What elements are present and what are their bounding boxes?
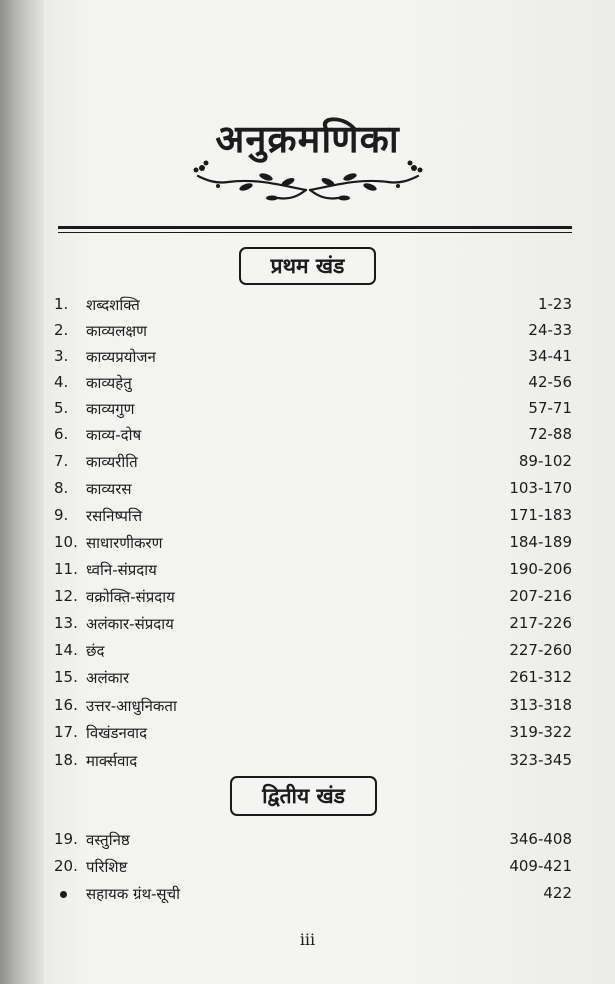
header-rule-thin — [58, 232, 572, 233]
entry-pages: 89-102 — [518, 452, 572, 470]
toc-entry[interactable] — [54, 696, 572, 720]
entry-number: 16. — [54, 696, 78, 714]
toc-entry[interactable] — [54, 399, 572, 423]
toc-entry[interactable] — [54, 452, 572, 476]
toc-entry[interactable] — [54, 830, 572, 854]
section-heading-first: प्रथम खंड — [239, 247, 376, 285]
toc-entry[interactable] — [54, 373, 572, 397]
entry-pages: 227-260 — [509, 641, 572, 659]
entry-number: 3. — [54, 347, 69, 365]
entry-number: 12. — [54, 587, 78, 605]
entry-title: काव्यलक्षण — [86, 322, 148, 340]
entry-title: मार्क्सवाद — [86, 752, 138, 770]
entry-title: रसनिष्पत्ति — [86, 507, 143, 525]
toc-entry[interactable] — [54, 723, 572, 747]
page-number: iii — [299, 930, 316, 949]
entry-number: 8. — [54, 479, 69, 497]
toc-entry[interactable] — [54, 857, 572, 881]
entry-number: 20. — [54, 857, 78, 875]
entry-title: शब्दशक्ति — [86, 296, 140, 314]
entry-number: 1. — [54, 295, 69, 313]
entry-pages: 409-421 — [509, 857, 572, 875]
entry-pages: 171-183 — [509, 506, 572, 524]
toc-entry[interactable] — [54, 668, 572, 692]
entry-title: अलंकार — [86, 669, 130, 687]
toc-entry[interactable] — [54, 506, 572, 530]
entry-pages: 24-33 — [528, 321, 572, 339]
entry-title: काव्यरस — [86, 480, 132, 498]
entry-title: साधारणीकरण — [86, 534, 163, 552]
entry-title: काव्यहेतु — [86, 374, 132, 392]
entry-title: काव्यगुण — [86, 400, 135, 418]
toc-entry[interactable] — [54, 295, 572, 319]
toc-entry[interactable] — [54, 321, 572, 345]
entry-pages: 217-226 — [509, 614, 572, 632]
entry-pages: 190-206 — [509, 560, 572, 578]
entry-title: परिशिष्ट — [86, 858, 128, 876]
floral-divider-icon — [188, 156, 428, 216]
entry-pages: 207-216 — [509, 587, 572, 605]
entry-number: 2. — [54, 321, 69, 339]
section-heading-second: द्वितीय खंड — [230, 776, 377, 816]
entry-pages: 103-170 — [509, 479, 572, 497]
entry-number: 7. — [54, 452, 69, 470]
toc-entry[interactable] — [54, 614, 572, 638]
entry-number: 19. — [54, 830, 78, 848]
entry-number: 6. — [54, 425, 69, 443]
bullet-icon — [60, 891, 67, 898]
toc-entry[interactable] — [54, 347, 572, 371]
entry-number: 13. — [54, 614, 78, 632]
entry-title: काव्यरीति — [86, 453, 138, 471]
toc-entry[interactable] — [54, 533, 572, 557]
entry-pages: 184-189 — [509, 533, 572, 551]
entry-title: काव्यप्रयोजन — [86, 348, 156, 366]
entry-title: काव्य-दोष — [86, 426, 142, 444]
entry-number: 17. — [54, 723, 78, 741]
entry-title: सहायक ग्रंथ-सूची — [86, 885, 180, 903]
entry-pages: 1-23 — [537, 295, 572, 313]
entry-number: 4. — [54, 373, 69, 391]
entry-pages: 323-345 — [509, 751, 572, 769]
toc-entry[interactable] — [54, 641, 572, 665]
entry-pages: 319-322 — [509, 723, 572, 741]
entry-title: ध्वनि-संप्रदाय — [86, 561, 157, 579]
entry-number: 14. — [54, 641, 78, 659]
entry-title: उत्तर-आधुनिकता — [86, 697, 177, 715]
entry-number: 15. — [54, 668, 78, 686]
entry-pages: 42-56 — [528, 373, 572, 391]
entry-title: वक्रोक्ति-संप्रदाय — [86, 588, 175, 606]
toc-entry[interactable] — [54, 479, 572, 503]
entry-title: अलंकार-संप्रदाय — [86, 615, 174, 633]
entry-number: 5. — [54, 399, 69, 417]
entry-number: 9. — [54, 506, 69, 524]
entry-title: छंद — [86, 642, 105, 660]
page-title: अनुक्रमणिका — [215, 117, 400, 161]
toc-entry[interactable] — [54, 560, 572, 584]
entry-pages: 261-312 — [509, 668, 572, 686]
entry-pages: 346-408 — [509, 830, 572, 848]
toc-entry[interactable] — [54, 587, 572, 611]
toc-entry[interactable] — [54, 425, 572, 449]
entry-pages: 57-71 — [528, 399, 572, 417]
toc-entry[interactable] — [54, 751, 572, 775]
entry-number: 10. — [54, 533, 78, 551]
entry-number: 18. — [54, 751, 78, 769]
header-rule-thick — [58, 226, 572, 229]
toc-entry[interactable] — [54, 884, 572, 908]
entry-pages: 313-318 — [509, 696, 572, 714]
entry-pages: 34-41 — [528, 347, 572, 365]
entry-title: वस्तुनिष्ठ — [86, 831, 130, 849]
entry-pages: 422 — [543, 884, 572, 902]
entry-number: 11. — [54, 560, 78, 578]
entry-title: विखंडनवाद — [86, 724, 148, 742]
entry-pages: 72-88 — [528, 425, 572, 443]
